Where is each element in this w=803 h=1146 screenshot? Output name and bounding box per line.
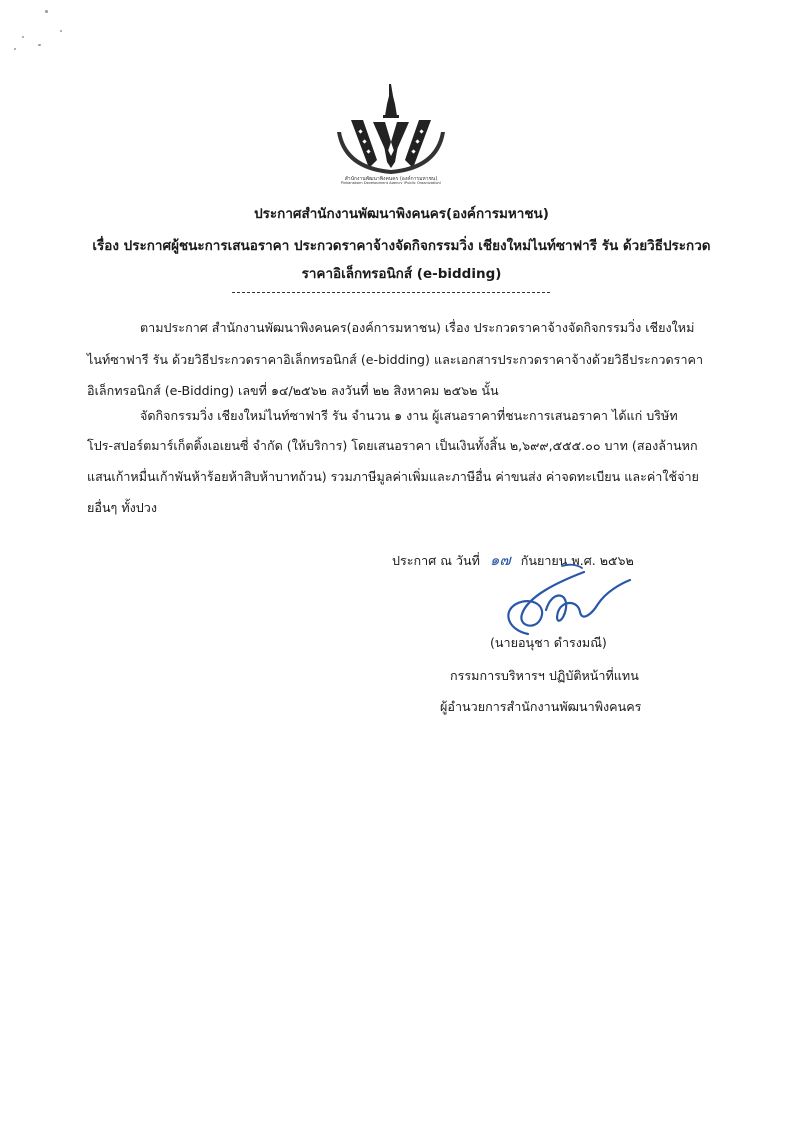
para1-line1: ตามประกาศ สำนักงานพัฒนาพิงคนคร(องค์การมหาชน) เรื่อง ประกวดราคาจ้างจัดกิจกรรมวิ่ง เชียงใหม่ <box>140 320 695 335</box>
scan-speck <box>60 30 62 32</box>
date-suffix: กันยายน พ.ศ. ๒๕๖๒ <box>520 553 634 568</box>
para2-line3: แสนเก้าหมื่นเก้าพันห้าร้อยห้าสิบห้าบาทถ้วน) รวมภาษีมูลค่าเพิ่มและภาษีอื่น ค่าขนส่ง ค่าจดทะเบียน และค่าใช้จ่าย <box>87 469 699 484</box>
para2-line1: จัดกิจกรรมวิ่ง เชียงใหม่ไนท์ซาฟารี รัน จำนวน ๑ งาน ผู้เสนอราคาที่ชนะการเสนอราคา ได้แก่ บริษัท <box>140 408 678 423</box>
para1-line2: ไนท์ซาฟารี รัน ด้วยวิธีประกวดราคาอิเล็กทรอนิกส์ (e-bidding) และเอกสารประกวดราคาจ้างด้วยวิธีประกวดราคา <box>87 352 704 367</box>
subject-line-2: ราคาอิเล็กทรอนิกส์ (e-bidding) <box>301 266 502 282</box>
agency-logo <box>333 82 449 184</box>
signer-title-1: กรรมการบริหารฯ ปฏิบัติหน้าที่แทน <box>450 668 639 683</box>
signer-title-2: ผู้อำนวยการสำนักงานพัฒนาพิงคนคร <box>440 699 642 714</box>
date-day: ๑๗ <box>489 551 511 569</box>
para1-line3: อิเล็กทรอนิกส์ (e-Bidding) เลขที่ ๑๔/๒๕๖๒ ลงวันที่ ๒๒ สิงหาคม ๒๕๖๒ นั้น <box>87 383 499 398</box>
subject-line-1: เรื่อง ประกาศผู้ชนะการเสนอราคา ประกวดราคาจ้างจัดกิจกรรมวิ่ง เชียงใหม่ไนท์ซาฟารี รัน ด้วยวิธีประกวด <box>92 238 711 254</box>
logo-text-thai: สำนักงานพัฒนาพิงคนคร (องค์การมหาชน) <box>344 176 438 182</box>
scan-speck <box>38 44 41 46</box>
scan-speck <box>22 36 24 38</box>
divider <box>232 292 550 293</box>
para2-line2: โปร-สปอร์ตมาร์เก็ตติ้งเอเยนซี่ จำกัด (ให้บริการ) โดยเสนอราคา เป็นเงินทั้งสิ้น ๒,๖๙๙,๕๕๕.๐๐ บาท (สองล้านหก <box>87 438 698 453</box>
date-prefix: ประกาศ ณ วันที่ <box>392 553 480 568</box>
signer-name: (นายอนุชา ดำรงมณี) <box>490 635 607 650</box>
logo-text-en: Pinkanakorn Development Agency (Public Organization) <box>340 181 442 184</box>
para2-line4: ยอื่นๆ ทั้งปวง <box>87 500 157 515</box>
scan-speck <box>45 10 48 13</box>
org-title: ประกาศสำนักงานพัฒนาพิงคนคร(องค์การมหาชน) <box>254 206 549 222</box>
scan-speck <box>14 48 16 50</box>
